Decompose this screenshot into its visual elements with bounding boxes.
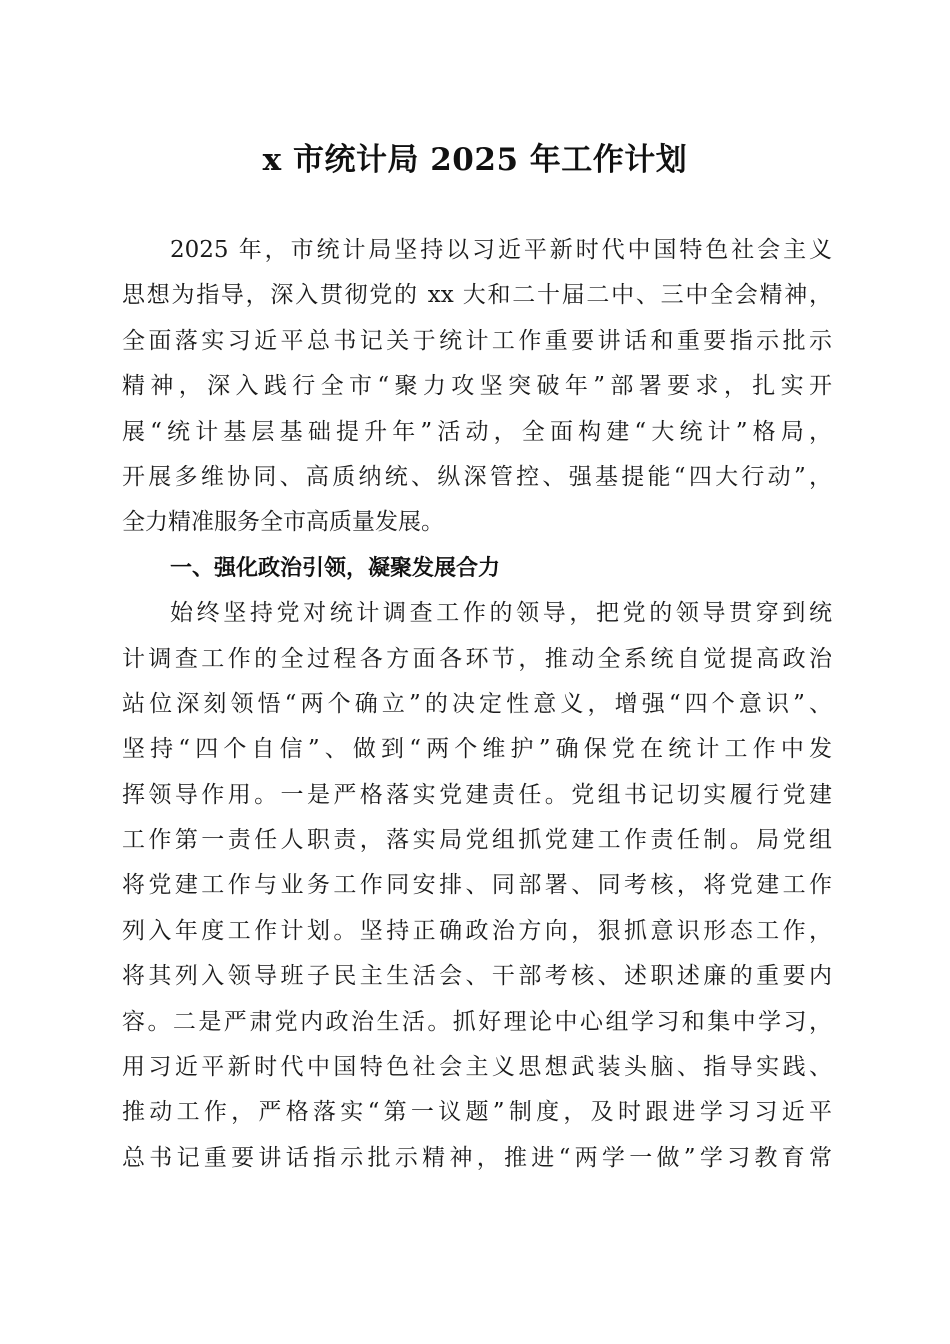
paragraph-2-line-4: 坚持“四个自信”、做到“两个维护”确保党在统计工作中发 — [122, 736, 832, 763]
paragraph-2-line-13: 总书记重要讲话指示批示精神，推进“两学一做”学习教育常 — [122, 1144, 832, 1171]
paragraph-1-line-4: 精神，深入践行全市“聚力攻坚突破年”部署要求，扎实开 — [122, 373, 832, 400]
paragraph-1-line-3: 全面落实习近平总书记关于统计工作重要讲话和重要指示批示 — [122, 327, 832, 354]
paragraph-2-line-7: 将党建工作与业务工作同安排、同部署、同考核，将党建工作 — [122, 872, 832, 899]
paragraph-1-line-5: 展“统计基层基础提升年”活动，全面构建“大统计”格局， — [122, 418, 832, 445]
paragraph-2-line-3: 站位深刻领悟“两个确立”的决定性意义，增强“四个意识”、 — [122, 690, 832, 717]
paragraph-2-line-9: 将其列入领导班子民主生活会、干部考核、述职述廉的重要内 — [122, 963, 832, 990]
document-title: x 市统计局 2025 年工作计划 — [262, 142, 688, 178]
paragraph-2-line-6: 工作第一责任人职责，落实局党组抓党建工作责任制。局党组 — [122, 827, 832, 854]
paragraph-2-line-1: 始终坚持党对统计调查工作的领导，把党的领导贯穿到统 — [170, 600, 832, 627]
paragraph-2-line-5: 挥领导作用。一是严格落实党建责任。党组书记切实履行党建 — [122, 781, 832, 808]
paragraph-2-line-2: 计调查工作的全过程各方面各环节，推动全系统自觉提高政治 — [122, 645, 832, 672]
paragraph-1-line-7: 全力精准服务全市高质量发展。 — [122, 509, 444, 536]
paragraph-1-line-6: 开展多维协同、高质纳统、纵深管控、强基提能“四大行动”， — [122, 463, 832, 490]
paragraph-1-line-2: 思想为指导，深入贯彻党的 xx 大和二十届二中、三中全会精神， — [122, 282, 832, 309]
paragraph-2-line-12: 推动工作，严格落实“第一议题”制度，及时跟进学习习近平 — [122, 1099, 832, 1126]
document-body — [122, 228, 832, 1181]
section-heading-1: 一、强化政治引领，凝聚发展合力 — [170, 555, 501, 581]
paragraph-1-line-1: 2025 年，市统计局坚持以习近平新时代中国特色社会主义 — [170, 237, 832, 263]
paragraph-2-line-10: 容。二是严肃党内政治生活。抓好理论中心组学习和集中学习， — [122, 1008, 832, 1035]
paragraph-2-line-11: 用习近平新时代中国特色社会主义思想武装头脑、指导实践、 — [122, 1054, 832, 1081]
paragraph-2-line-8: 列入年度工作计划。坚持正确政治方向，狠抓意识形态工作， — [122, 917, 832, 944]
